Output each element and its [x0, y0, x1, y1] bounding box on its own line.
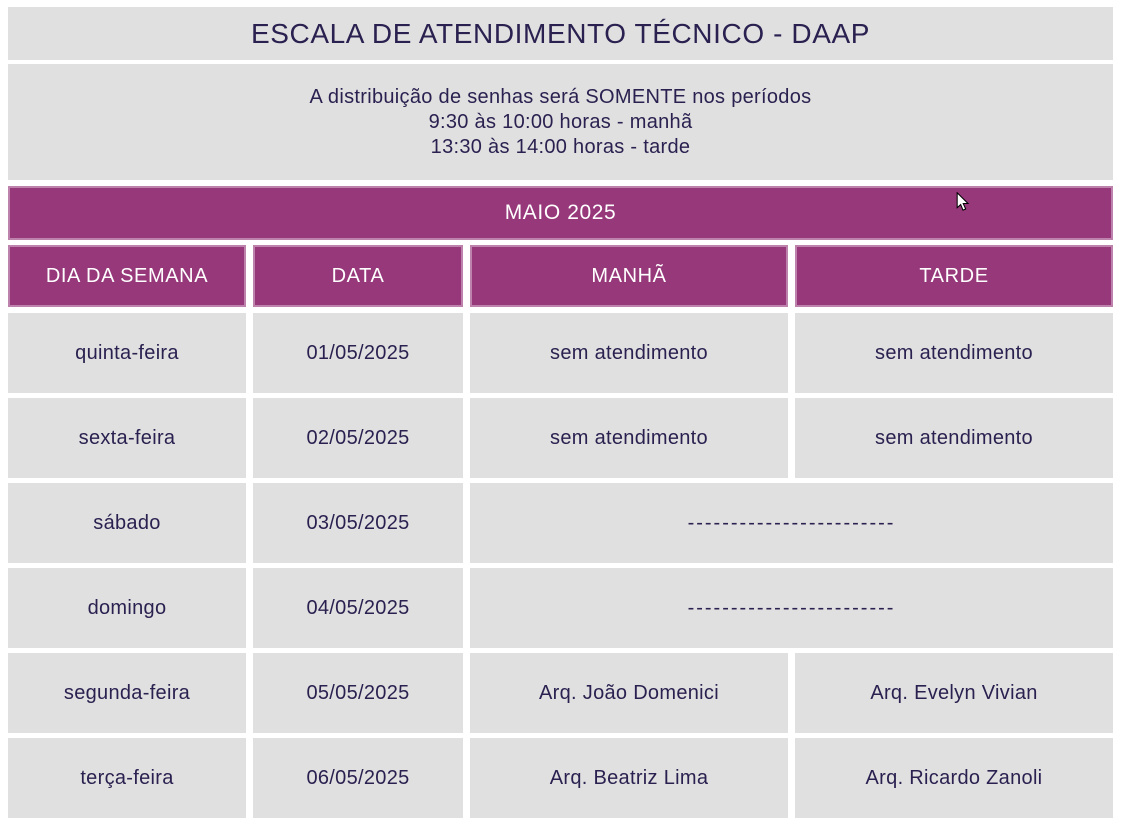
- day-cell: terça-feira: [8, 738, 246, 818]
- afternoon-cell: sem atendimento: [795, 398, 1113, 478]
- day-cell: domingo: [8, 568, 246, 648]
- notice-line-2: 9:30 às 10:00 horas - manhã: [428, 110, 693, 133]
- day-cell: segunda-feira: [8, 653, 246, 733]
- day-cell: sexta-feira: [8, 398, 246, 478]
- morning-cell: sem atendimento: [470, 398, 788, 478]
- notice-line-3: 13:30 às 14:00 horas - tarde: [430, 135, 691, 158]
- date-cell: 06/05/2025: [253, 738, 463, 818]
- afternoon-cell: Arq. Evelyn Vivian: [795, 653, 1113, 733]
- month-banner-text: MAIO 2025: [504, 201, 617, 224]
- page-title: [8, 7, 1113, 60]
- day-cell: sábado: [8, 483, 246, 563]
- date-cell: 03/05/2025: [253, 483, 463, 563]
- closed-cell: ------------------------: [470, 483, 1113, 563]
- date-cell: 04/05/2025: [253, 568, 463, 648]
- morning-cell: Arq. Beatriz Lima: [470, 738, 788, 818]
- header-date: DATA: [253, 245, 463, 307]
- morning-cell: Arq. João Domenici: [470, 653, 788, 733]
- table-body: [8, 313, 1113, 818]
- date-cell: 02/05/2025: [253, 398, 463, 478]
- day-cell: quinta-feira: [8, 313, 246, 393]
- schedule-page: [8, 7, 1113, 818]
- header-afternoon: TARDE: [795, 245, 1113, 307]
- page-title-text: ESCALA DE ATENDIMENTO TÉCNICO - DAAP: [250, 17, 871, 49]
- table-header-row: [8, 245, 1113, 307]
- closed-cell: ------------------------: [470, 568, 1113, 648]
- date-cell: 01/05/2025: [253, 313, 463, 393]
- afternoon-cell: Arq. Ricardo Zanoli: [795, 738, 1113, 818]
- notice-panel: [8, 64, 1113, 180]
- notice-line-1: A distribuição de senhas será SOMENTE nos períodos: [309, 85, 812, 108]
- afternoon-cell: sem atendimento: [795, 313, 1113, 393]
- header-day-of-week: DIA DA SEMANA: [8, 245, 246, 307]
- morning-cell: sem atendimento: [470, 313, 788, 393]
- month-banner: [8, 186, 1113, 240]
- header-morning: MANHÃ: [470, 245, 788, 307]
- date-cell: 05/05/2025: [253, 653, 463, 733]
